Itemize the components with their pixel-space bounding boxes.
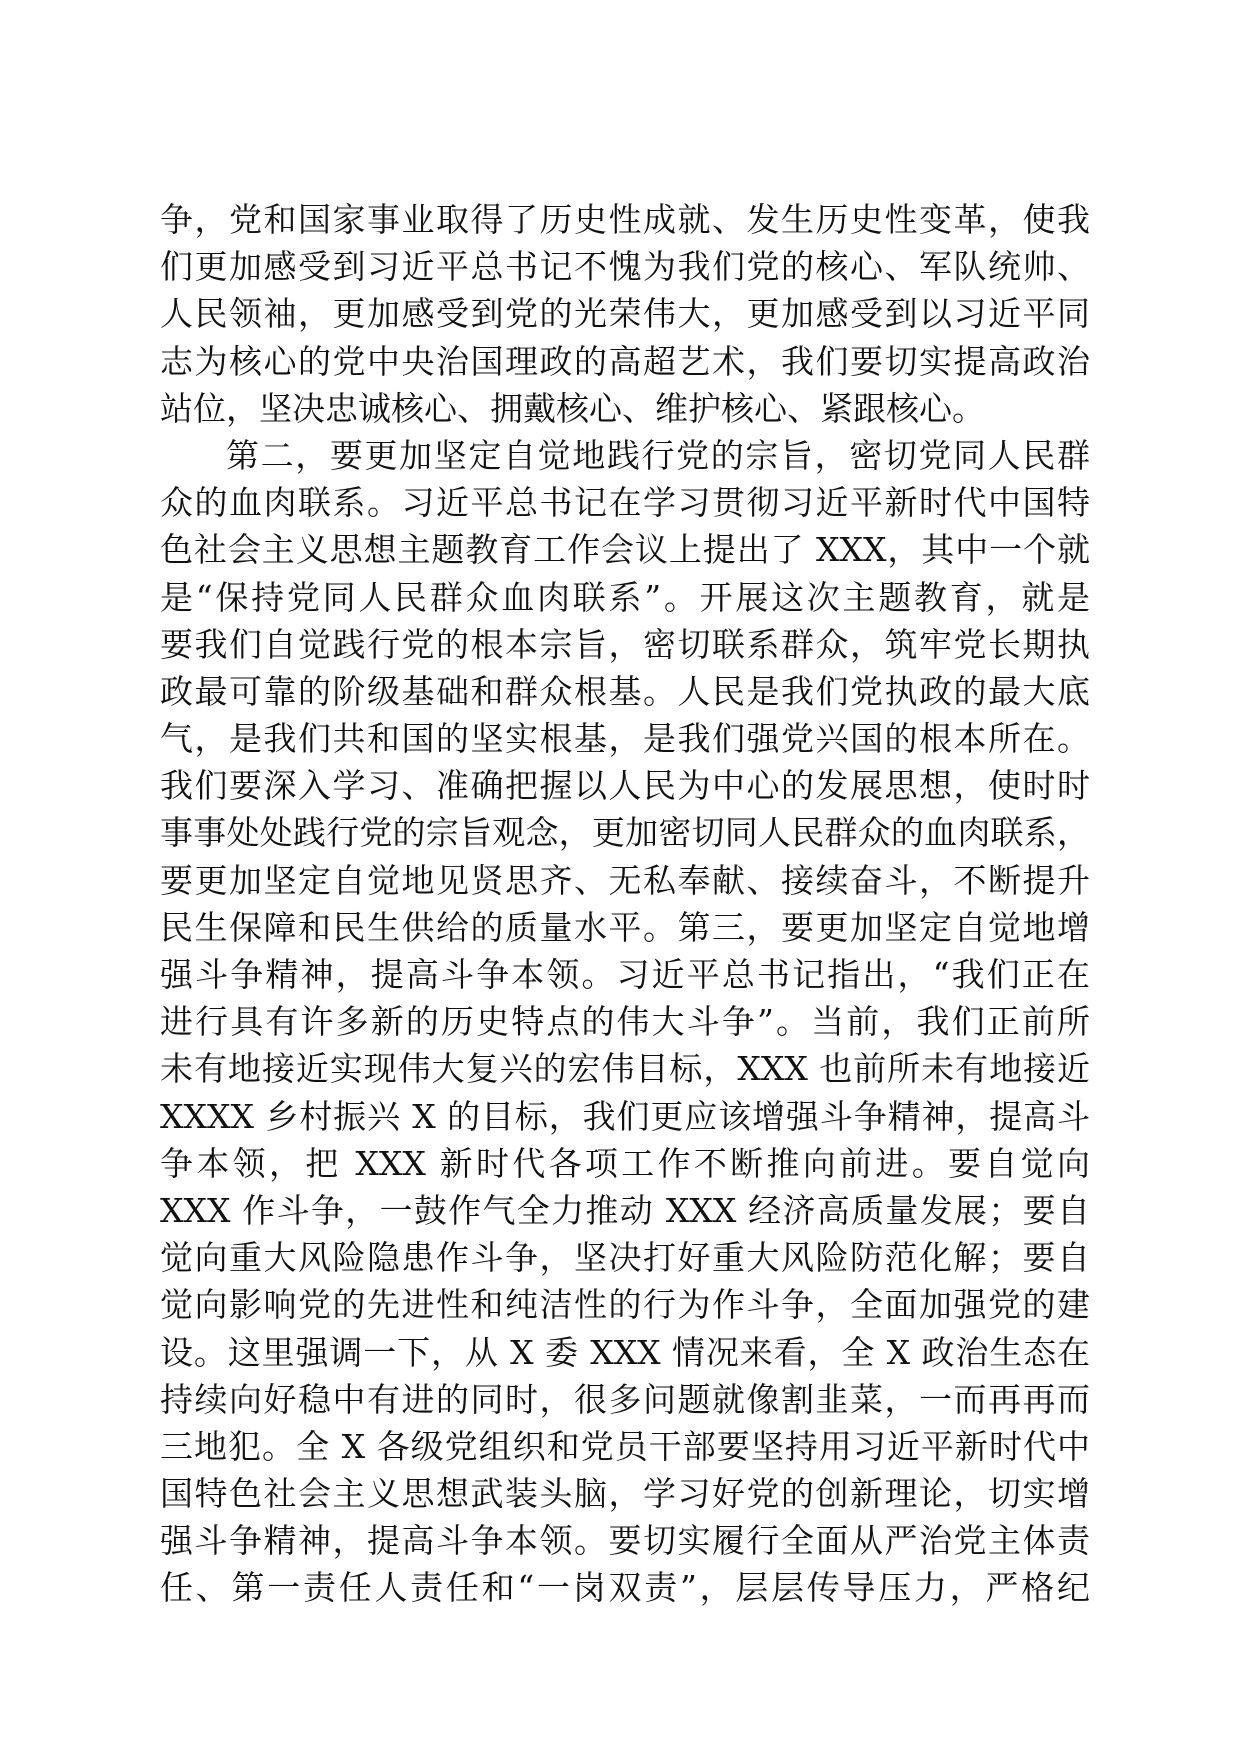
text-line: 强斗争精神，提高斗争本领。习近平总书记指出，“我们正在 [160,955,1090,994]
text-line: 色社会主义思想主题教育工作会议上提出了 XXX，其中一个就 [160,530,1090,570]
text-line: 觉向重大风险隐患作斗争，坚决打好重大风险防范化解；要自 [160,1238,1090,1278]
text-line: 政最可靠的阶级基础和群众根基。人民是我们党执政的最大底 [160,671,1090,711]
text-line: 要我们自觉践行党的根本宗旨，密切联系群众，筑牢党长期执 [160,624,1090,664]
text-line: 国特色社会主义思想武装头脑，学习好党的创新理论，切实增 [160,1474,1090,1514]
text-line: 争，党和国家事业取得了历史性成就、发生历史性变革，使我 [160,200,1090,239]
text-line: XXXX 乡村振兴 X 的目标，我们更应该增强斗争精神，提高斗 [160,1096,1090,1136]
text-line: 任、第一责任人责任和“一岗双责”，层层传导压力，严格纪 [160,1568,1090,1608]
text-line: 民生保障和民生供给的质量水平。第三，要更加坚定自觉地增 [160,907,1090,947]
text-line: 们更加感受到习近平总书记不愧为我们党的核心、军队统帅、 [160,247,1090,287]
text-line: 未有地接近实现伟大复兴的宏伟目标，XXX 也前所未有地接近 [160,1049,1090,1089]
text-line: 三地犯。全 X 各级党组织和党员干部要坚持用习近平新时代中 [160,1426,1090,1466]
text-line: XXX 作斗争，一鼓作气全力推动 XXX 经济高质量发展；要自 [160,1190,1090,1230]
text-line: 要更加坚定自觉地见贤思齐、无私奉献、接续奋斗，不断提升 [160,860,1090,900]
text-line: 事事处处践行党的宗旨观念，更加密切同人民群众的血肉联系， [160,813,1090,853]
text-line: 众的血肉联系。习近平总书记在学习贯彻习近平新时代中国特 [160,483,1090,523]
text-line: 站位，坚决忠诚核心、拥戴核心、维护核心、紧跟核心。 [160,388,985,428]
text-line: 进行具有许多新的历史特点的伟大斗争”。当前，我们正前所 [160,1002,1090,1042]
text-line: 我们要深入学习、准确把握以人民为中心的发展思想，使时时 [160,766,1090,806]
text-line: 争本领，把 XXX 新时代各项工作不断推向前进。要自觉向 [160,1143,1090,1183]
body-text [160,196,1090,1612]
text-line: 人民领袖，更加感受到党的光荣伟大，更加感受到以习近平同 [160,294,1090,334]
paragraph-start-line: 第二，要更加坚定自觉地践行党的宗旨，密切党同人民群 [226,435,1090,475]
text-line: 持续向好稳中有进的同时，很多问题就像割韭菜，一而再再而 [160,1379,1090,1419]
text-line: 强斗争精神，提高斗争本领。要切实履行全面从严治党主体责 [160,1521,1090,1561]
text-line: 是“保持党同人民群众血肉联系”。开展这次主题教育，就是 [160,577,1090,617]
text-line: 志为核心的党中央治国理政的高超艺术，我们要切实提高政治 [160,341,1090,381]
text-line: 觉向影响党的先进性和纯洁性的行为作斗争，全面加强党的建 [160,1285,1090,1325]
text-line: 设。这里强调一下，从 X 委 XXX 情况来看，全 X 政治生态在 [160,1332,1090,1372]
text-line: 气，是我们共和国的坚实根基，是我们强党兴国的根本所在。 [160,719,1090,759]
